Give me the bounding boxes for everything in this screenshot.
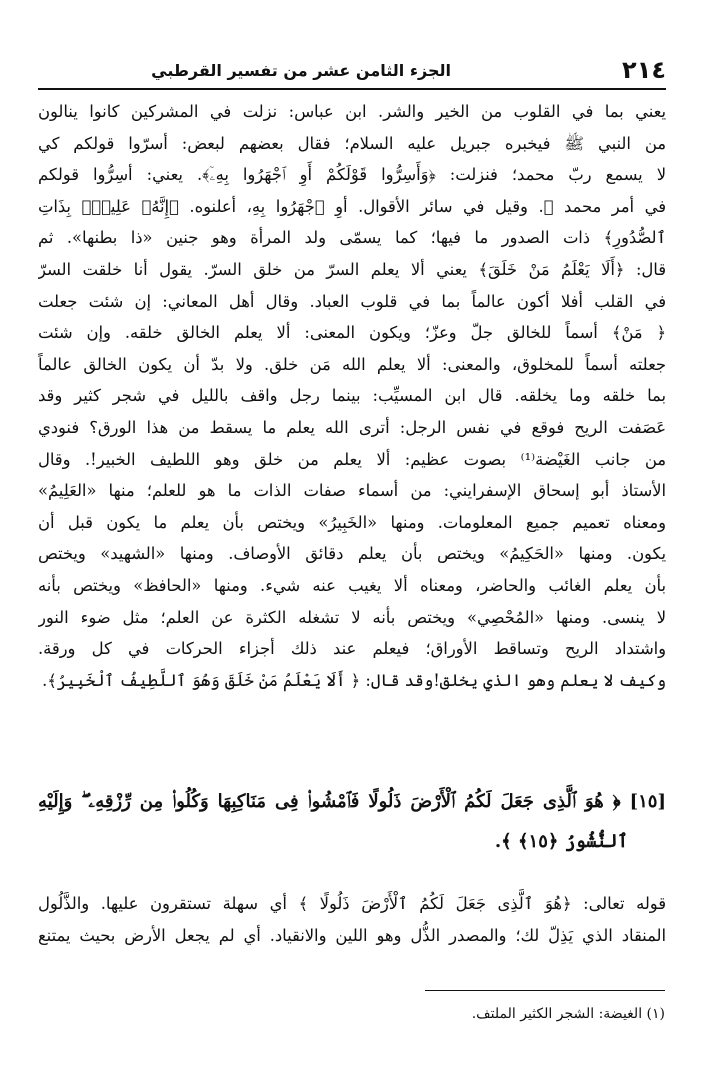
text-line: ﴿ مَنْ﴾ أسماً للخالق جلّ وعزّ؛ ويكون المعنى: ألا يعلم الخالق خلقه. وإن شئت (38, 323, 666, 343)
verse-line: ٱلنُّشُورُ ﴿١٥﴾ ﴾. (494, 831, 628, 852)
body-text (38, 96, 666, 696)
text-line: من جانب الغَيْضة⁽¹⁾ بصوت عظيم: ألا يعلم من خلق وهو اللطيف الخبير!. وقال (38, 449, 666, 469)
text-line: لا يسمع ربّ محمد؛ فنزلت: ﴿وَأَسِرُّوا قَوْلَكُمْ أَوِ ٱجْهَرُوا بِهِۦٓ﴾. يعني: أسِرُّوا قولكم (38, 165, 666, 185)
text-line: وكيف لا يعلم وهو الذي يخلق!وقد قال: ﴿ أَلَا يَعْلَمُ مَنْ خَلَقَ وَهُوَ ٱللَّطِيفُ ٱلْخَبِيرُ﴾. (42, 670, 666, 690)
footnote: (١) الغيضة: الشجر الكثير الملتف. (471, 1006, 665, 1022)
verse-line: [١٥] ﴿ هُوَ ٱلَّذِى جَعَلَ لَكُمُ ٱلْأَرْضَ ذَلُولًا فَٱمْشُوا۟ فِى مَنَاكِبِهَا وَكُلُوا۟ مِن رِّزْقِهِۦ ۖ وَإِلَيْهِ (38, 791, 666, 812)
text-line: قال: ﴿أَلَا يَعْلَمُ مَنْ خَلَقَ﴾ يعني ألا يعلم السرّ من خلق السرّ. يقول أنا خلقت السرّ (38, 259, 666, 279)
commentary-text (38, 888, 666, 951)
text-line: في أمر محمد ﷺ. وقيل في سائر الأقوال. أوِ ٱجْهَرُوا بِهِ، أعلنوه. ﴿إِنَّهُۥ عَلِيمٌۢ بِذَاتِ (38, 196, 666, 216)
text-line: من النبي ﷺ فيخبره جبريل عليه السلام؛ فقال بعضهم لبعض: أسرّوا قولكم كي (38, 133, 666, 153)
text-line: واشتداد الريح وتساقط الأوراق؛ فيعلم عند ذلك أجزاء الحركات في كل ورقة. (38, 639, 666, 659)
running-title: الجزء الثامن عشر من تفسير القرطبي (151, 61, 451, 80)
text-line: بما خلقه وما يخلقه. قال ابن المسيِّب: بينما رجل واقف بالليل في شجر كثير وقد (38, 386, 666, 406)
text-line: بأن يعلم الغائب والحاضر، ومعناه ألا يغيب عنه شيء. ومنها «الحافظ» ويختص بأنه (38, 575, 666, 595)
text-line: ٱلصُّدُورِ﴾ ذات الصدور ما فيها؛ كما يسمّى ولد المرأة وهو جنين «ذا بطنها». ثم (38, 228, 666, 248)
page-header (38, 58, 666, 90)
quran-verse-15 (38, 782, 666, 862)
text-line: عَصَفت الريح فوقع في نفس الرجل: أترى الله يعلم ما يسقط من هذا الورق؟ فنودي (38, 417, 666, 437)
text-line: ومعناه تعميم جميع المعلومات. ومنها «الخَبِيرُ» ويختص بأن يعلم ما يكون قبل أن (38, 512, 666, 532)
page-number: ٢١٤ (622, 56, 666, 84)
text-line: يعني بما في القلوب من الخير والشر. ابن عباس: نزلت في المشركين كانوا ينالون (38, 102, 666, 121)
text-line: جعلته أسماً للمخلوق، والمعنى: ألا يعلم الله مَن خلق. ولا بدّ أن يكون الخالق عالماً (38, 354, 666, 374)
footnote-divider (425, 990, 665, 991)
text-line: المنقاد الذي يَذِلّ لك؛ والمصدر الذُّل وهو اللين والانقياد. أي لم يجعل الأرض بحيث يمتنع (38, 925, 666, 945)
text-line: قوله تعالى: ﴿هُوَ ٱلَّذِى جَعَلَ لَكُمُ ٱلْأَرْضَ ذَلُولًا ﴾ أي سهلة تستقرون عليها. والذَّلُول (38, 894, 666, 913)
text-line: في القلب أفلا أكون عالماً بما في قلوب العباد. وقال أهل المعاني: إن شئت جعلت (38, 291, 666, 311)
text-line: الأستاذ أبو إسحاق الإسفرايني: من أسماء صفات الذات ما هو للعلم؛ منها «العَلِيمُ» (38, 481, 666, 501)
text-line: لا ينسى. ومنها «المُحْصِي» ويختص بأنه لا تشغله الكثرة عن العلم؛ مثل ضوء النور (38, 607, 666, 627)
text-line: يكون. ومنها «الحَكِيمُ» ويختص بأن يعلم دقائق الأوصاف. ومنها «الشهيد» ويختص (38, 544, 666, 564)
